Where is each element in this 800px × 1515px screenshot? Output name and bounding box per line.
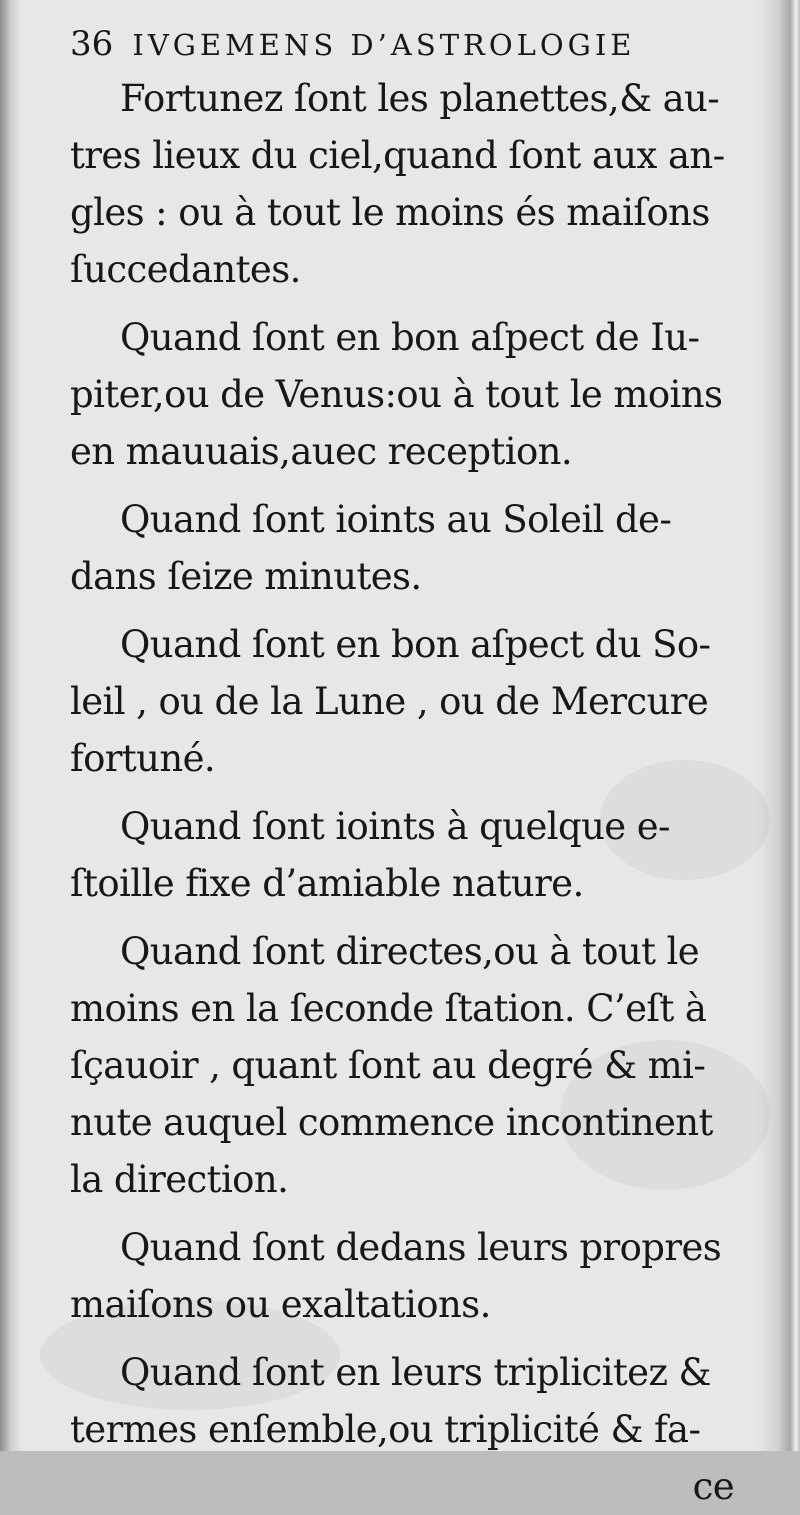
- text-line: ſuccedantes.: [70, 248, 301, 291]
- text-line: termes enſemble,ou triplicité & fa-: [70, 1408, 701, 1451]
- text-line: gles : ou à tout le moins és maiſons: [70, 191, 710, 234]
- running-head: [70, 18, 740, 70]
- text-line: Quand ſont en leurs triplicitez &: [120, 1351, 711, 1394]
- page-text: [70, 18, 740, 1515]
- text-line: leil , ou de la Lune , ou de Mercure: [70, 680, 709, 723]
- text-line: Quand ſont en bon aſpect de Iu-: [120, 316, 700, 359]
- text-line: tres lieux du ciel,quand ſont aux an-: [70, 134, 725, 177]
- running-title: IVGEMENS D’ASTROLOGIE: [132, 28, 636, 62]
- catchword: ce: [692, 1465, 734, 1508]
- text-line: piter,ou de Venus:ou à tout le moins: [70, 373, 723, 416]
- text-line: Fortunez ſont les planettes,& au-: [120, 77, 720, 120]
- text-line: Quand ſont directes,ou à tout le: [120, 930, 700, 973]
- text-line: maiſons ou exaltations.: [70, 1283, 491, 1326]
- text-line: dans ſeize minutes.: [70, 555, 422, 598]
- text-line: Quand ſont dedans leurs propres: [120, 1226, 722, 1269]
- text-line: Quand ſont en bon aſpect du So-: [120, 623, 711, 666]
- text-line: fortuné.: [70, 737, 216, 780]
- text-line: nute auquel commence incontinent: [70, 1101, 713, 1144]
- text-line: ſçauoir , quant ſont au degré & mi-: [70, 1044, 706, 1087]
- page-edge: [756, 0, 800, 1451]
- text-line: Quand ſont ioints au Soleil de-: [120, 498, 672, 541]
- text-line: ſtoille fixe d’amiable nature.: [70, 862, 584, 905]
- binding-shadow: [0, 0, 22, 1451]
- text-line: la direction.: [70, 1158, 289, 1201]
- text-line: moins en la ſeconde ſtation. C’eſt à: [70, 987, 707, 1030]
- text-line: Quand ſont ioints à quelque e-: [120, 805, 670, 848]
- text-line: en mauuais,auec reception.: [70, 430, 573, 473]
- page-number: 36: [70, 24, 114, 64]
